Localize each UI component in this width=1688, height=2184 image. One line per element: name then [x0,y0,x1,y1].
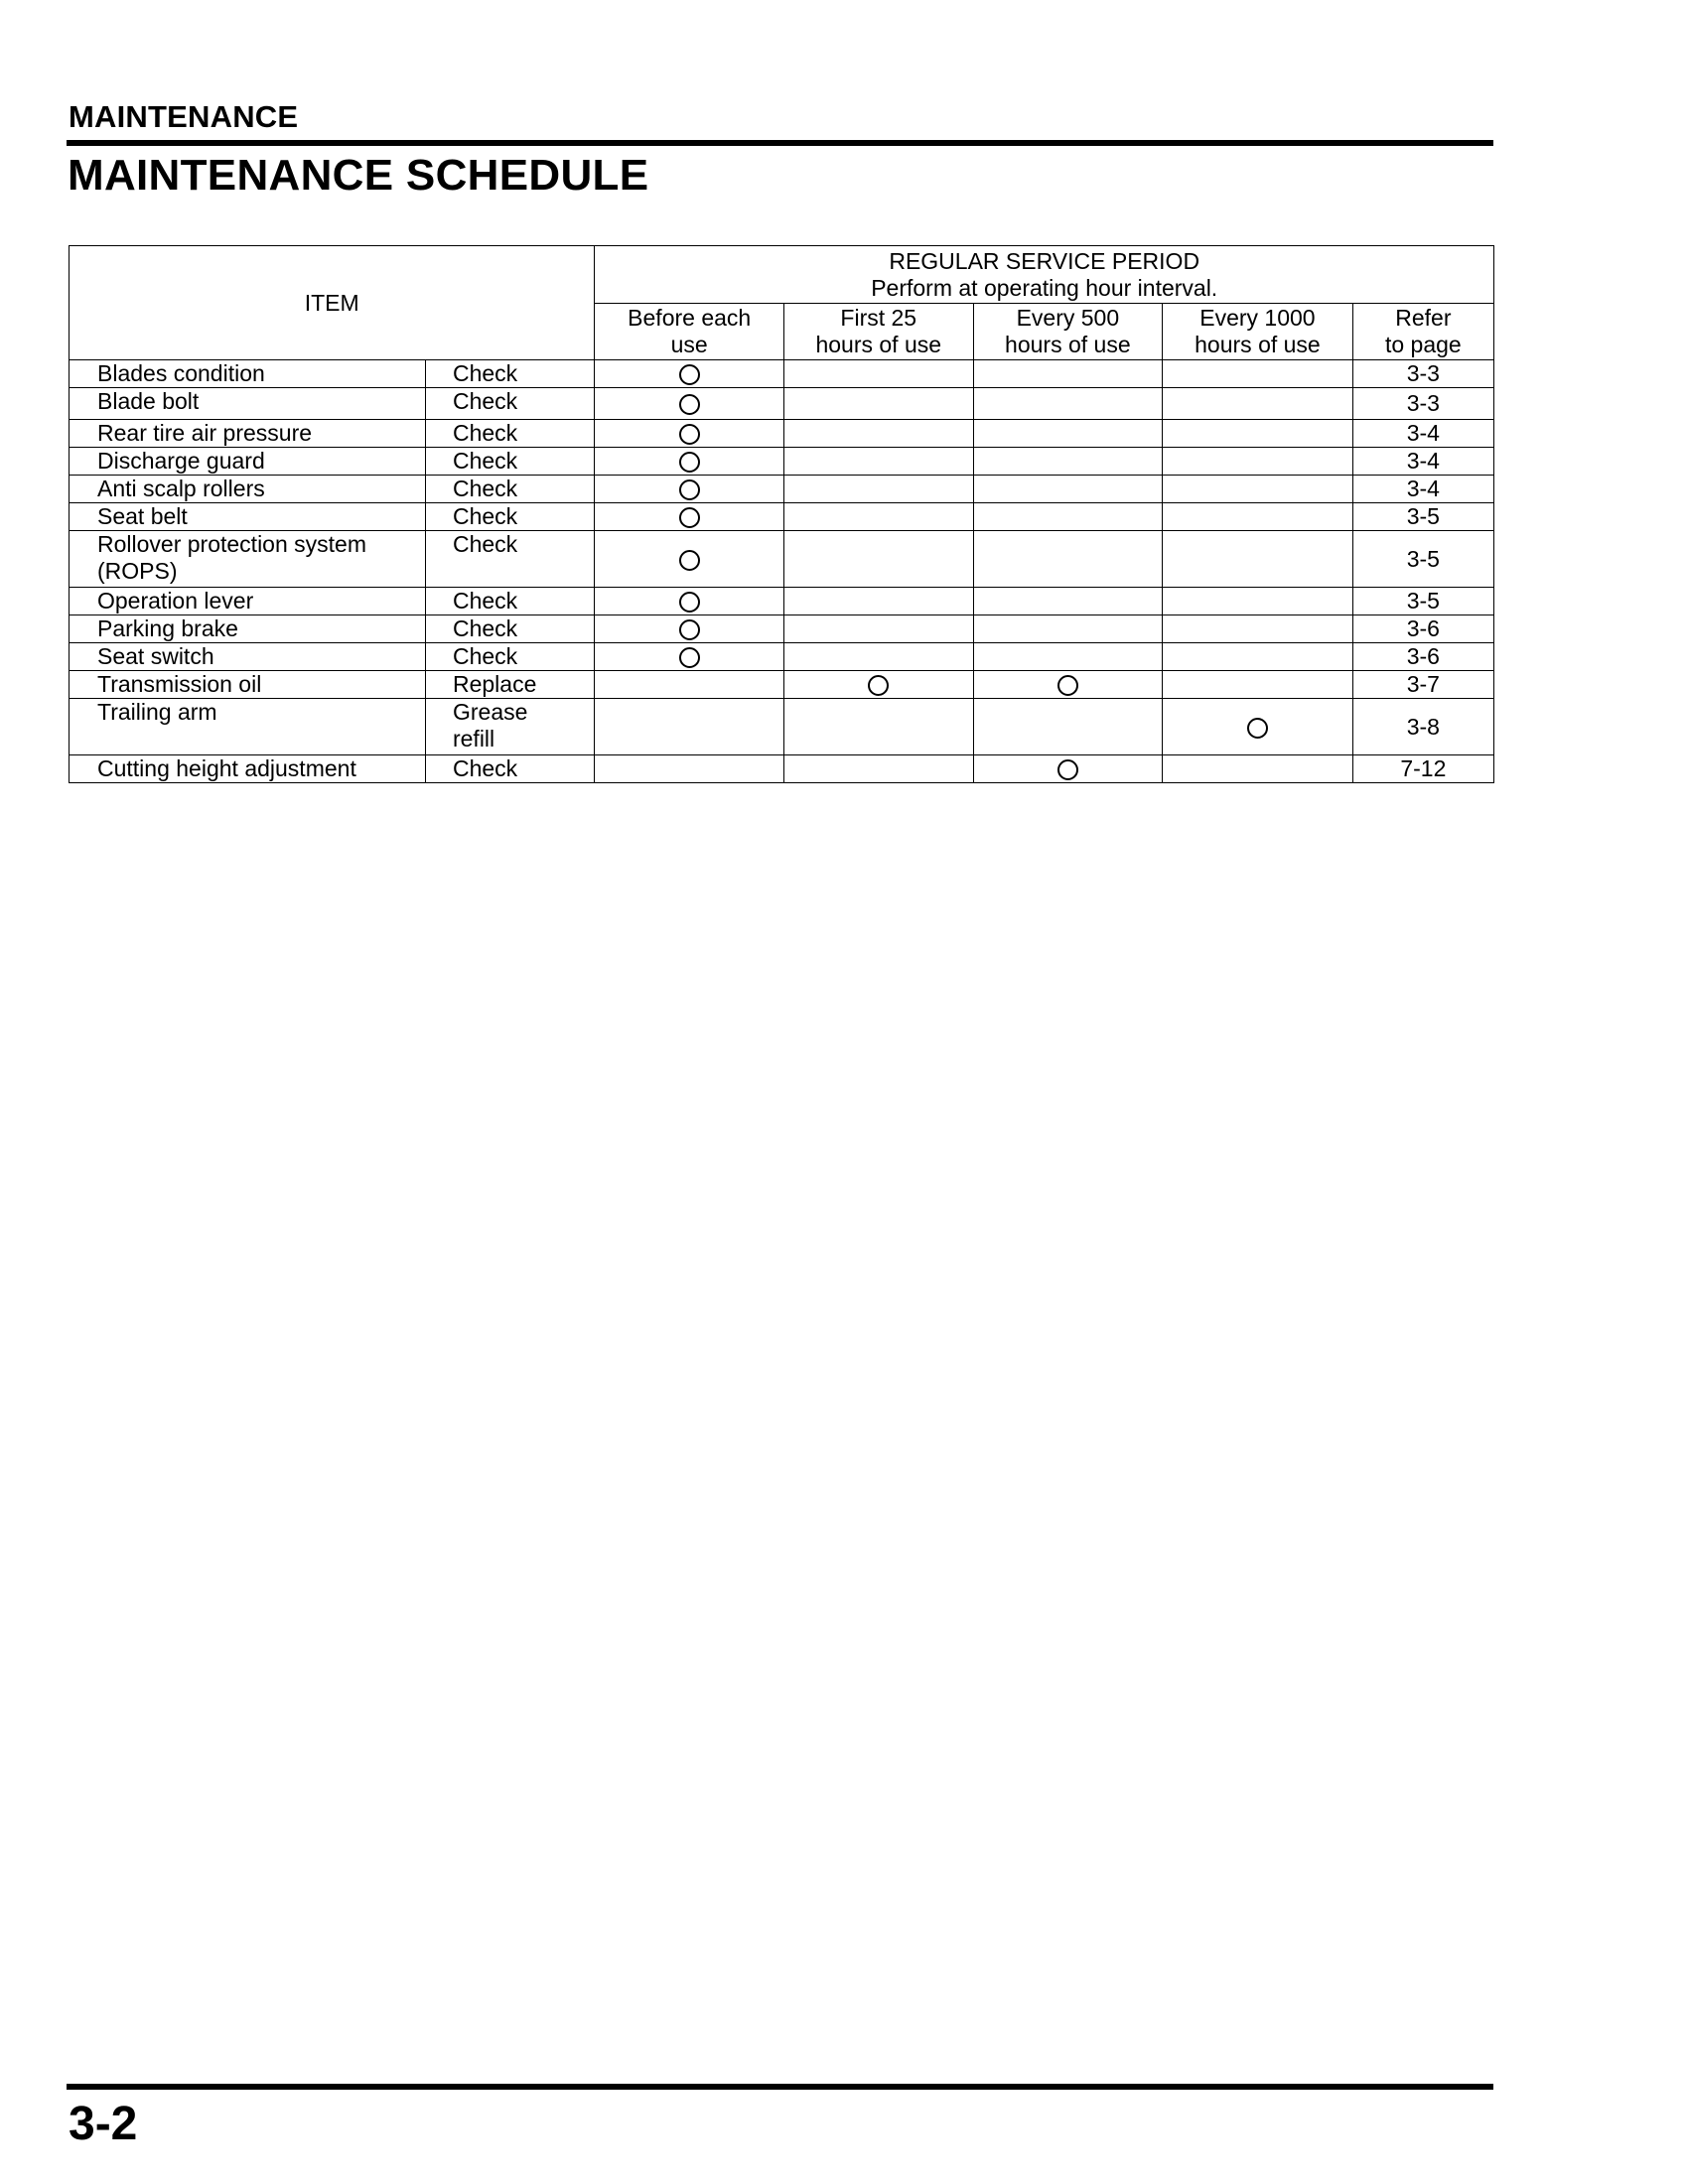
service-circle-icon [679,619,700,640]
item-action: Replace [425,671,594,699]
column-header-every-500-hours: Every 500 hours of use [973,304,1163,360]
table-row [70,755,1494,783]
refer-page: 3-5 [1352,588,1493,615]
item-action: Check [425,643,594,671]
item-name: Rollover protection system (ROPS) [70,531,426,588]
service-circle-icon [679,592,700,613]
interval-cell-every-1000-hours [1163,699,1353,755]
item-action: Check [425,588,594,615]
interval-cell-before-each-use [595,588,784,615]
table-row [70,671,1494,699]
interval-cell-first-25-hours [783,360,973,388]
interval-cell-first-25-hours [783,643,973,671]
interval-cell-before-each-use [595,531,784,588]
service-circle-icon [679,550,700,571]
interval-cell-first-25-hours [783,699,973,755]
item-header: ITEM [70,246,595,360]
table-row [70,531,1494,588]
interval-cell-before-each-use [595,615,784,643]
interval-cell-every-500-hours [973,420,1163,448]
refer-page: 3-5 [1352,531,1493,588]
interval-cell-every-1000-hours [1163,643,1353,671]
interval-cell-every-1000-hours [1163,671,1353,699]
interval-cell-every-1000-hours [1163,420,1353,448]
interval-cell-before-each-use [595,360,784,388]
interval-cell-every-500-hours [973,448,1163,476]
service-circle-icon [1057,675,1078,696]
service-period-header [595,246,1494,304]
column-header-refer-to-page: Refer to page [1352,304,1493,360]
service-circle-icon [679,647,700,668]
interval-cell-every-1000-hours [1163,503,1353,531]
table-row [70,476,1494,503]
service-circle-icon [679,364,700,385]
page-title: MAINTENANCE SCHEDULE [68,151,649,200]
interval-cell-every-500-hours [973,531,1163,588]
refer-page: 3-3 [1352,360,1493,388]
item-action: Check [425,503,594,531]
interval-cell-first-25-hours [783,448,973,476]
interval-cell-first-25-hours [783,388,973,420]
interval-cell-every-500-hours [973,755,1163,783]
item-name: Blade bolt [70,388,426,420]
service-circle-icon [679,507,700,528]
item-name: Operation lever [70,588,426,615]
service-circle-icon [1247,718,1268,739]
service-circle-icon [679,452,700,473]
service-period-subtitle: Perform at operating hour interval. [871,274,1218,301]
refer-page: 3-7 [1352,671,1493,699]
item-action: Grease refill [425,699,594,755]
item-name: Transmission oil [70,671,426,699]
item-action: Check [425,755,594,783]
interval-cell-first-25-hours [783,420,973,448]
footer-rule [67,2084,1493,2090]
refer-page: 3-3 [1352,388,1493,420]
interval-cell-before-each-use [595,388,784,420]
interval-cell-first-25-hours [783,476,973,503]
item-name: Seat belt [70,503,426,531]
service-circle-icon [1057,759,1078,780]
item-name: Cutting height adjustment [70,755,426,783]
refer-page: 3-4 [1352,448,1493,476]
service-period-title: REGULAR SERVICE PERIOD [889,247,1200,274]
interval-cell-before-each-use [595,503,784,531]
interval-cell-every-1000-hours [1163,531,1353,588]
interval-cell-first-25-hours [783,671,973,699]
interval-cell-every-500-hours [973,643,1163,671]
table-row [70,503,1494,531]
interval-cell-first-25-hours [783,503,973,531]
item-name: Anti scalp rollers [70,476,426,503]
maintenance-schedule-table [69,245,1494,783]
refer-page: 3-4 [1352,476,1493,503]
refer-page: 3-6 [1352,615,1493,643]
interval-cell-every-500-hours [973,476,1163,503]
table-row [70,420,1494,448]
interval-cell-first-25-hours [783,755,973,783]
interval-cell-before-each-use [595,448,784,476]
interval-cell-first-25-hours [783,588,973,615]
item-action: Check [425,531,594,588]
header-rule [67,140,1493,146]
item-name: Blades condition [70,360,426,388]
column-header-every-1000-hours: Every 1000 hours of use [1163,304,1353,360]
interval-cell-every-500-hours [973,615,1163,643]
interval-cell-every-500-hours [973,699,1163,755]
interval-cell-every-1000-hours [1163,360,1353,388]
interval-cell-every-1000-hours [1163,755,1353,783]
refer-page: 3-6 [1352,643,1493,671]
table-row [70,448,1494,476]
service-circle-icon [868,675,889,696]
item-name: Trailing arm [70,699,426,755]
page-number: 3-2 [69,2098,138,2150]
item-action: Check [425,420,594,448]
column-header-before-each-use: Before each use [595,304,784,360]
interval-cell-every-500-hours [973,588,1163,615]
item-action: Check [425,360,594,388]
interval-cell-every-1000-hours [1163,588,1353,615]
refer-page: 7-12 [1352,755,1493,783]
interval-cell-before-each-use [595,671,784,699]
table-row [70,615,1494,643]
service-circle-icon [679,424,700,445]
interval-cell-first-25-hours [783,615,973,643]
interval-cell-every-500-hours [973,388,1163,420]
table-row [70,699,1494,755]
interval-cell-every-500-hours [973,503,1163,531]
interval-cell-before-each-use [595,699,784,755]
table-row [70,360,1494,388]
refer-page: 3-8 [1352,699,1493,755]
interval-cell-before-each-use [595,420,784,448]
interval-cell-before-each-use [595,476,784,503]
refer-page: 3-4 [1352,420,1493,448]
interval-cell-every-1000-hours [1163,615,1353,643]
refer-page: 3-5 [1352,503,1493,531]
interval-cell-every-500-hours [973,360,1163,388]
item-action: Check [425,476,594,503]
item-action: Check [425,388,594,420]
service-circle-icon [679,479,700,500]
item-name: Discharge guard [70,448,426,476]
table-row [70,588,1494,615]
interval-cell-every-1000-hours [1163,388,1353,420]
item-action: Check [425,615,594,643]
interval-cell-every-500-hours [973,671,1163,699]
interval-cell-every-1000-hours [1163,448,1353,476]
service-circle-icon [679,394,700,415]
table-row [70,643,1494,671]
section-header: MAINTENANCE [69,99,299,134]
interval-cell-before-each-use [595,755,784,783]
table-row [70,388,1494,420]
item-name: Seat switch [70,643,426,671]
interval-cell-before-each-use [595,643,784,671]
item-action: Check [425,448,594,476]
item-name: Parking brake [70,615,426,643]
item-name: Rear tire air pressure [70,420,426,448]
column-header-first-25-hours: First 25 hours of use [783,304,973,360]
interval-cell-every-1000-hours [1163,476,1353,503]
interval-cell-first-25-hours [783,531,973,588]
